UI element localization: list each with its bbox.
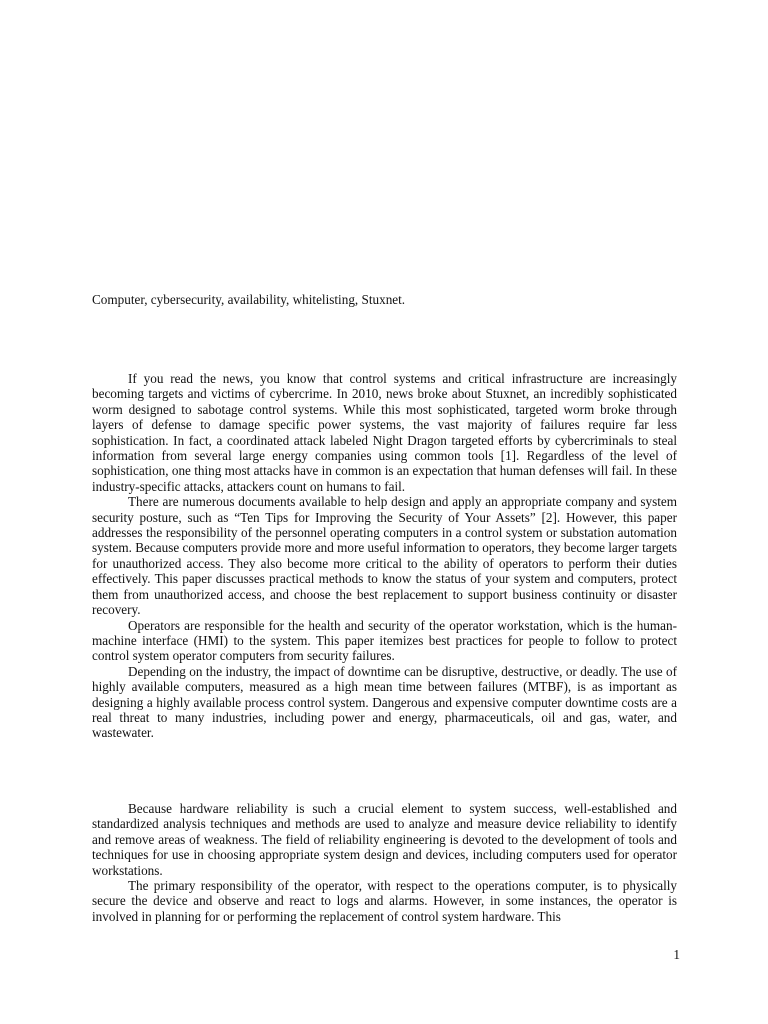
paragraph-hardware-reliability: Because hardware reliability is such a crucial element to system success, well-established and standardized analysis techniques and methods are used to analyze and measure device reliability to identify and remove areas of weakness. The field of reliability engineering is devoted to the development of tools and techniques for use in choosing appropriate system design and devices, including computers used for operator workstations. bbox=[92, 801, 677, 878]
paragraph-downtime-impact: Depending on the industry, the impact of downtime can be disruptive, destructive, or deadly. The use of highly available computers, measured as a high mean time between failures (MTBF), is as important as designing a highly available process control system. Dangerous and expensive computer downtime costs are a real threat to many industries, including power and energy, pharmaceuticals, oil and gas, water, and wastewater. bbox=[92, 663, 677, 741]
paragraph-operator-responsibility: Operators are responsible for the health and security of the operator workstation, which is the human-machine interface (HMI) to the system. This paper itemizes best practices for people to follow to protect control system operator computers from security failures. bbox=[92, 617, 677, 664]
keywords-line: Computer, cybersecurity, availability, whitelisting, Stuxnet. bbox=[92, 292, 406, 307]
reliability-section bbox=[92, 801, 677, 924]
paragraph-operator-primary-responsibility: The primary responsibility of the operator, with respect to the operations computer, is to physically secure the device and observe and react to logs and alarms. However, in some instances, the operator is involved in planning for or performing the replacement of control system hardware. This bbox=[92, 878, 677, 924]
paragraph-stuxnet: If you read the news, you know that control systems and critical infrastructure are increasingly becoming targets and victims of cybercrime. In 2010, news broke about Stuxnet, an incredibly sophisticated worm designed to sabotage control systems. While this most sophisticated, targeted worm broke through layers of defense to damage specific power systems, the vast majority of failures require far less sophistication. In fact, a coordinated attack labeled Night Dragon targeted efforts by cybercriminals to steal information from several large energy companies using common tools [1]. Regardless of the level of sophistication, one thing most attacks have in common is an expectation that human defenses will fail. In these industry-specific attacks, attackers count on humans to fail. bbox=[92, 371, 677, 494]
introduction-section bbox=[92, 371, 677, 741]
paragraph-security-posture: There are numerous documents available to help design and apply an appropriate company and system security posture, such as “Ten Tips for Improving the Security of Your Assets” [2]. However, this paper addresses the responsibility of the personnel operating computers in a control system or substation automation system. Because computers provide more and more useful information to operators, they become larger targets for unauthorized access. They also become more critical to the ability of operators to perform their duties effectively. This paper discusses practical methods to know the status of your system and computers, protect them from unauthorized access, and choose the best replacement to support business continuity or disaster recovery. bbox=[92, 494, 677, 618]
page-number: 1 bbox=[673, 947, 680, 962]
